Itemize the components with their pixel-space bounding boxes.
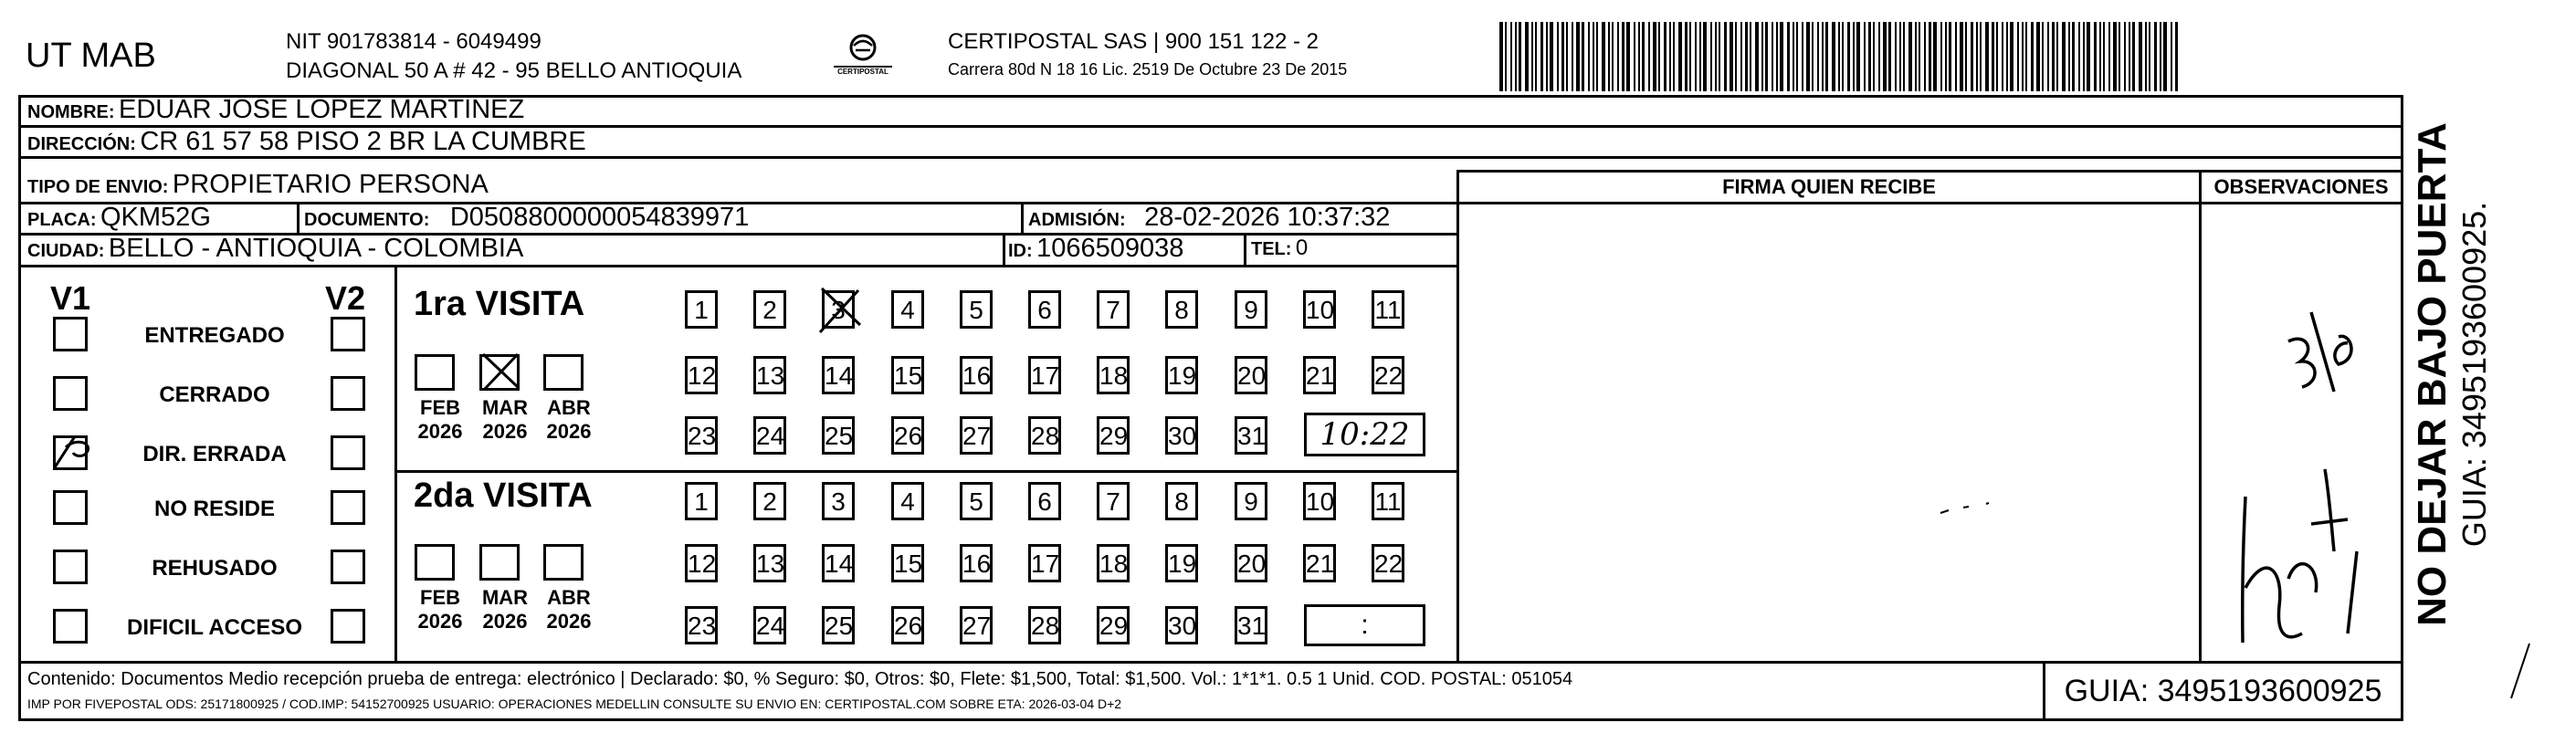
certipostal-logo — [826, 33, 899, 79]
month-label: FEB — [420, 396, 460, 419]
day-box[interactable]: 17 — [1028, 356, 1061, 394]
day-box[interactable]: 13 — [753, 356, 786, 394]
day-box[interactable]: 6 — [1028, 290, 1061, 329]
v1-label: V1 — [50, 279, 91, 317]
barcode-bar — [1945, 22, 1947, 91]
day-box[interactable]: 23 — [685, 606, 718, 644]
barcode-bar — [2072, 22, 2075, 91]
observations-label: OBSERVACIONES — [2213, 175, 2389, 198]
admission-row — [1028, 203, 1390, 233]
barcode-bar — [1796, 22, 1798, 91]
status-v2-checkbox[interactable] — [331, 550, 365, 584]
day-box[interactable]: 3 — [822, 482, 855, 520]
barcode-bar — [1899, 22, 1901, 91]
day-box[interactable]: 21 — [1303, 544, 1336, 582]
logo-text: CERTIPOSTAL — [837, 68, 888, 76]
day-box[interactable]: 28 — [1028, 606, 1061, 644]
address-label: DIRECCIÓN: — [27, 134, 136, 154]
city-label: CIUDAD: — [27, 241, 105, 261]
plate-value: QKM52G — [100, 203, 211, 232]
company-name: UT MAB — [26, 37, 156, 75]
barcode-bar — [1765, 22, 1768, 91]
status-check-mark — [47, 429, 102, 475]
barcode-bar — [2083, 22, 2085, 91]
barcode-bar — [2087, 22, 2090, 91]
day-box[interactable]: 22 — [1372, 544, 1404, 582]
barcode-bar — [1561, 22, 1564, 91]
status-label: ENTREGADO — [144, 323, 285, 348]
barcode-bar — [1664, 22, 1667, 91]
type-row — [27, 170, 489, 200]
barcode-bar — [1832, 22, 1835, 91]
month-year: 2026 — [482, 610, 528, 633]
day-box[interactable]: 26 — [891, 416, 924, 455]
barcode-bar — [1802, 22, 1803, 91]
type-label: TIPO DE ENVIO: — [27, 177, 169, 197]
status-v1-checkbox[interactable] — [53, 317, 88, 351]
barcode-bar — [1505, 22, 1507, 91]
day-box[interactable]: 12 — [685, 544, 718, 582]
footer-content: Contenido: Documentos Medio recepción prueba de entrega: electrónico | Declarado: $0, % Seguro: $0, Otros: $0, Flete: $1,500, Total: $1,500. Vol.: 1*1*1. 0.5 1 Unid. COD. POSTAL: 051054 — [27, 669, 1573, 689]
month-checkbox[interactable] — [479, 544, 520, 581]
month-year: 2026 — [546, 420, 592, 443]
barcode-bar — [1864, 22, 1866, 91]
barcode-bar — [2010, 22, 2013, 91]
status-v2-checkbox[interactable] — [331, 490, 365, 525]
day-box[interactable]: 21 — [1303, 356, 1336, 394]
barcode — [1498, 22, 2182, 91]
barcode-bar — [1895, 22, 1897, 91]
barcode-bar — [1634, 22, 1635, 91]
day-box[interactable]: 22 — [1372, 356, 1404, 394]
day-box[interactable]: 29 — [1097, 606, 1130, 644]
barcode-bar — [2017, 22, 2019, 91]
barcode-bar — [2068, 22, 2070, 91]
month-x-mark — [478, 351, 523, 391]
day-box[interactable]: 5 — [960, 290, 993, 329]
day-box[interactable]: 27 — [960, 606, 993, 644]
barcode-bar — [2129, 22, 2130, 91]
barcode-bar — [1719, 22, 1720, 91]
barcode-bar — [1745, 22, 1748, 91]
barcode-bar — [1535, 22, 1537, 91]
barcode-bar — [1873, 22, 1875, 91]
barcode-bar — [1883, 22, 1887, 91]
signature-scribble — [1936, 493, 2009, 520]
tel-label: TEL: — [1251, 239, 1292, 259]
day-box[interactable]: 2 — [753, 290, 786, 329]
day-box[interactable]: 20 — [1235, 356, 1267, 394]
barcode-bar — [1842, 22, 1844, 91]
day-box[interactable]: 1 — [685, 290, 718, 329]
visit1-time-box[interactable] — [1304, 413, 1425, 456]
status-v2-checkbox[interactable] — [331, 317, 365, 351]
month-year: 2026 — [482, 420, 528, 443]
document-label: DOCUMENTO: — [304, 210, 430, 230]
company-nit: NIT 901783814 - 6049499 — [286, 29, 541, 54]
barcode-bar — [1566, 22, 1568, 91]
barcode-bar — [1685, 22, 1688, 91]
barcode-bar — [1971, 22, 1973, 91]
barcode-bar — [1949, 22, 1951, 91]
barcode-bar — [1510, 22, 1512, 91]
month-label: FEB — [420, 586, 460, 609]
barcode-bar — [1602, 22, 1605, 91]
day-box[interactable]: 15 — [891, 356, 924, 394]
barcode-bar — [1531, 22, 1533, 91]
barcode-bar — [1626, 22, 1630, 91]
day-box[interactable]: 14 — [822, 356, 855, 394]
barcode-bar — [2132, 22, 2135, 91]
day-x-mark — [816, 285, 864, 336]
day-box[interactable]: 9 — [1235, 290, 1267, 329]
barcode-bar — [2047, 22, 2049, 91]
status-label: DIFICIL ACCESO — [126, 615, 302, 640]
visit2-title: 2da VISITA — [414, 476, 593, 515]
day-box[interactable]: 15 — [891, 544, 924, 582]
barcode-bar — [2078, 22, 2080, 91]
barcode-bar — [1919, 22, 1920, 91]
barcode-bar — [2145, 22, 2147, 91]
visit2-time: : — [1361, 610, 1369, 640]
barcode-bar — [1699, 22, 1701, 91]
footer-guia: GUIA: 3495193600925 — [2064, 674, 2382, 708]
visit2-time-box[interactable] — [1304, 604, 1425, 646]
barcode-bar — [1582, 22, 1584, 91]
plate-row — [27, 203, 211, 233]
barcode-bar — [1940, 22, 1942, 91]
month-year: 2026 — [417, 610, 463, 633]
day-box[interactable]: 18 — [1097, 544, 1130, 582]
month-label: MAR — [481, 396, 529, 419]
footer-imp: IMP POR FIVEPOSTAL ODS: 25171800925 / COD.IMP: 54152700925 USUARIO: OPERACIONES MEDELLIN CONSULTE SU ENVIO EN: CERTIPOSTAL.COM SOBRE ETA: 2026-03-04 D+2 — [27, 696, 1122, 711]
barcode-bar — [2119, 22, 2120, 91]
barcode-bar — [1710, 22, 1712, 91]
barcode-bar — [1924, 22, 1926, 91]
barcode-bar — [1868, 22, 1871, 91]
day-box[interactable]: 27 — [960, 416, 993, 455]
id-label: ID: — [1008, 241, 1033, 261]
barcode-bar — [1740, 22, 1742, 91]
barcode-bar — [1825, 22, 1828, 91]
visit1-time: 10:22 — [1320, 416, 1410, 453]
barcode-bar — [2052, 22, 2055, 91]
day-box[interactable]: 9 — [1235, 482, 1267, 520]
day-box[interactable]: 16 — [960, 544, 993, 582]
status-label: NO RESIDE — [153, 497, 276, 521]
company-address: DIAGONAL 50 A # 42 - 95 BELLO ANTIOQUIA — [286, 58, 742, 83]
barcode-bar — [1856, 22, 1860, 91]
day-box[interactable]: 31 — [1235, 416, 1267, 455]
barcode-bar — [2042, 22, 2044, 91]
day-box[interactable]: 6 — [1028, 482, 1061, 520]
day-box[interactable]: 8 — [1165, 482, 1198, 520]
barcode-bar — [1735, 22, 1737, 91]
barcode-bar — [2149, 22, 2150, 91]
barcode-bar — [1638, 22, 1640, 91]
day-box[interactable]: 17 — [1028, 544, 1061, 582]
barcode-bar — [2099, 22, 2101, 91]
barcode-bar — [2056, 22, 2058, 91]
visit1-title: 1ra VISITA — [414, 285, 585, 323]
day-box[interactable]: 11 — [1372, 482, 1404, 520]
status-v1-checkbox[interactable] — [53, 490, 88, 525]
document-row — [304, 203, 749, 233]
signature-label: FIRMA QUIEN RECIBE — [1722, 175, 1936, 198]
id-value: 1066509038 — [1036, 234, 1184, 263]
barcode-bar — [1572, 22, 1573, 91]
barcode-bar — [1673, 22, 1675, 91]
day-box[interactable]: 11 — [1372, 290, 1404, 329]
day-box[interactable]: 30 — [1165, 606, 1198, 644]
month-label: ABR — [547, 586, 591, 609]
day-box[interactable]: 3 — [822, 290, 855, 329]
day-box[interactable]: 4 — [891, 482, 924, 520]
barcode-bar — [1622, 22, 1624, 91]
side-text — [2409, 119, 2518, 630]
name-row — [27, 95, 524, 125]
day-box[interactable]: 1 — [685, 482, 718, 520]
day-box[interactable]: 30 — [1165, 416, 1198, 455]
day-box[interactable]: 2 — [753, 482, 786, 520]
status-v2-checkbox[interactable] — [331, 435, 365, 470]
city-value: BELLO - ANTIOQUIA - COLOMBIA — [108, 234, 524, 263]
day-box[interactable]: 25 — [822, 416, 855, 455]
barcode-bar — [1703, 22, 1707, 91]
barcode-bar — [2113, 22, 2117, 91]
day-box[interactable]: 19 — [1165, 356, 1198, 394]
observations-note — [2202, 237, 2203, 238]
barcode-bar — [1658, 22, 1660, 91]
barcode-bar — [1593, 22, 1594, 91]
barcode-bar — [1689, 22, 1691, 91]
barcode-bar — [1992, 22, 1994, 91]
day-box[interactable]: 28 — [1028, 416, 1061, 455]
side-guia-text: GUIA: 3495193600925. — [2455, 201, 2493, 548]
barcode-bar — [1608, 22, 1610, 91]
barcode-bar — [2031, 22, 2034, 91]
barcode-bar — [1933, 22, 1937, 91]
barcode-bar — [1617, 22, 1619, 91]
day-box[interactable]: 5 — [960, 482, 993, 520]
day-box[interactable]: 10 — [1303, 482, 1336, 520]
barcode-bar — [1525, 22, 1529, 91]
day-box[interactable]: 14 — [822, 544, 855, 582]
status-label: REHUSADO — [152, 556, 278, 581]
barcode-bar — [1965, 22, 1967, 91]
day-box[interactable]: 18 — [1097, 356, 1130, 394]
barcode-bar — [1515, 22, 1517, 91]
barcode-bar — [2163, 22, 2167, 91]
signature-area[interactable] — [1459, 204, 2199, 661]
barcode-bar — [2108, 22, 2110, 91]
barcode-bar — [1812, 22, 1814, 91]
barcode-bar — [1980, 22, 1982, 91]
barcode-bar — [1853, 22, 1855, 91]
barcode-bar — [2022, 22, 2024, 91]
month-label: MAR — [481, 586, 529, 609]
day-box[interactable]: 10 — [1303, 290, 1336, 329]
day-box[interactable]: 24 — [753, 606, 786, 644]
status-v2-checkbox[interactable] — [331, 609, 365, 644]
barcode-bar — [1793, 22, 1794, 91]
plate-label: PLACA: — [27, 210, 97, 230]
day-box[interactable]: 25 — [822, 606, 855, 644]
barcode-bar — [2124, 22, 2126, 91]
barcode-bar — [1695, 22, 1697, 91]
day-box[interactable]: 19 — [1165, 544, 1198, 582]
barcode-bar — [1780, 22, 1783, 91]
barcode-bar — [1557, 22, 1559, 91]
barcode-bar — [1588, 22, 1590, 91]
barcode-bar — [1772, 22, 1773, 91]
barcode-bar — [2175, 22, 2178, 91]
carrier-license: Carrera 80d N 18 16 Lic. 2519 De Octubre 23 De 2015 — [948, 60, 1348, 79]
barcode-bar — [1847, 22, 1850, 91]
barcode-bar — [1822, 22, 1824, 91]
barcode-bar — [2025, 22, 2027, 91]
barcode-bar — [1755, 22, 1759, 91]
day-box[interactable]: 24 — [753, 416, 786, 455]
admission-value: 28-02-2026 10:37:32 — [1144, 203, 1391, 232]
shipment-type: PROPIETARIO PERSONA — [172, 170, 489, 199]
day-box[interactable]: 23 — [685, 416, 718, 455]
recipient-address: CR 61 57 58 PISO 2 BR LA CUMBRE — [140, 127, 586, 156]
observations-handwriting — [2202, 204, 2401, 661]
barcode-bar — [1955, 22, 1957, 91]
tel-row — [1251, 236, 1308, 261]
barcode-bar — [2160, 22, 2161, 91]
barcode-bar — [1996, 22, 1998, 91]
barcode-bar — [1838, 22, 1840, 91]
admission-label: ADMISIÓN: — [1028, 210, 1126, 230]
tel-value: 0 — [1295, 236, 1309, 260]
barcode-bar — [1960, 22, 1963, 91]
barcode-bar — [1678, 22, 1682, 91]
barcode-bar — [1576, 22, 1580, 91]
month-checkbox[interactable] — [415, 544, 455, 581]
month-year: 2026 — [546, 610, 592, 633]
status-v1-checkbox[interactable] — [53, 376, 88, 411]
day-box[interactable]: 26 — [891, 606, 924, 644]
day-box[interactable]: 16 — [960, 356, 993, 394]
barcode-bar — [1653, 22, 1656, 91]
month-checkbox[interactable] — [415, 354, 455, 391]
status-label: DIR. ERRADA — [142, 442, 287, 466]
barcode-bar — [1596, 22, 1598, 91]
barcode-bar — [1750, 22, 1751, 91]
carrier-name: CERTIPOSTAL SAS | 900 151 122 - 2 — [948, 29, 1319, 54]
day-box[interactable]: 29 — [1097, 416, 1130, 455]
barcode-bar — [1669, 22, 1671, 91]
day-box[interactable]: 4 — [891, 290, 924, 329]
barcode-bar — [2062, 22, 2066, 91]
barcode-bar — [1976, 22, 1978, 91]
barcode-bar — [2006, 22, 2008, 91]
barcode-bar — [1908, 22, 1912, 91]
day-box[interactable]: 20 — [1235, 544, 1267, 582]
month-checkbox[interactable] — [543, 354, 584, 391]
barcode-bar — [1929, 22, 1931, 91]
barcode-bar — [1642, 22, 1645, 91]
barcode-bar — [1612, 22, 1614, 91]
id-row — [1008, 234, 1183, 264]
month-checkbox[interactable] — [543, 544, 584, 581]
document-value: D0508800000054839971 — [449, 203, 750, 232]
v2-label: V2 — [325, 279, 366, 317]
recipient-name: EDUAR JOSE LOPEZ MARTINEZ — [119, 95, 525, 124]
barcode-bar — [2154, 22, 2157, 91]
barcode-bar — [2103, 22, 2105, 91]
barcode-bar — [1519, 22, 1521, 91]
day-box[interactable]: 7 — [1097, 482, 1130, 520]
month-year: 2026 — [417, 420, 463, 443]
barcode-bar — [1724, 22, 1727, 91]
day-box[interactable]: 7 — [1097, 290, 1130, 329]
barcode-bar — [2002, 22, 2003, 91]
status-v2-checkbox[interactable] — [331, 376, 365, 411]
barcode-bar — [2139, 22, 2142, 91]
status-v1-checkbox[interactable] — [53, 550, 88, 584]
edge-mark — [2502, 639, 2539, 703]
barcode-bar — [2094, 22, 2097, 91]
day-box[interactable]: 31 — [1235, 606, 1267, 644]
month-label: ABR — [547, 396, 591, 419]
barcode-bar — [2171, 22, 2172, 91]
address-row — [27, 127, 586, 157]
barcode-bar — [1817, 22, 1819, 91]
day-box[interactable]: 8 — [1165, 290, 1198, 329]
barcode-bar — [1540, 22, 1543, 91]
barcode-bar — [1776, 22, 1778, 91]
name-label: NOMBRE: — [27, 102, 115, 122]
barcode-bar — [1648, 22, 1650, 91]
barcode-bar — [1550, 22, 1553, 91]
barcode-bar — [1806, 22, 1810, 91]
barcode-bar — [1715, 22, 1717, 91]
barcode-bar — [1878, 22, 1880, 91]
barcode-bar — [1903, 22, 1905, 91]
day-box[interactable]: 12 — [685, 356, 718, 394]
barcode-bar — [1546, 22, 1548, 91]
status-v1-checkbox[interactable] — [53, 609, 88, 644]
barcode-bar — [1499, 22, 1503, 91]
day-box[interactable]: 13 — [753, 544, 786, 582]
no-dejar-text: NO DEJAR BAJO PUERTA — [2410, 122, 2455, 626]
status-label: CERRADO — [159, 382, 270, 407]
city-row — [27, 234, 523, 264]
barcode-bar — [1730, 22, 1733, 91]
barcode-bar — [1888, 22, 1891, 91]
barcode-bar — [1761, 22, 1763, 91]
barcode-bar — [1915, 22, 1917, 91]
barcode-bar — [1787, 22, 1790, 91]
barcode-bar — [1985, 22, 1989, 91]
barcode-bar — [2036, 22, 2040, 91]
